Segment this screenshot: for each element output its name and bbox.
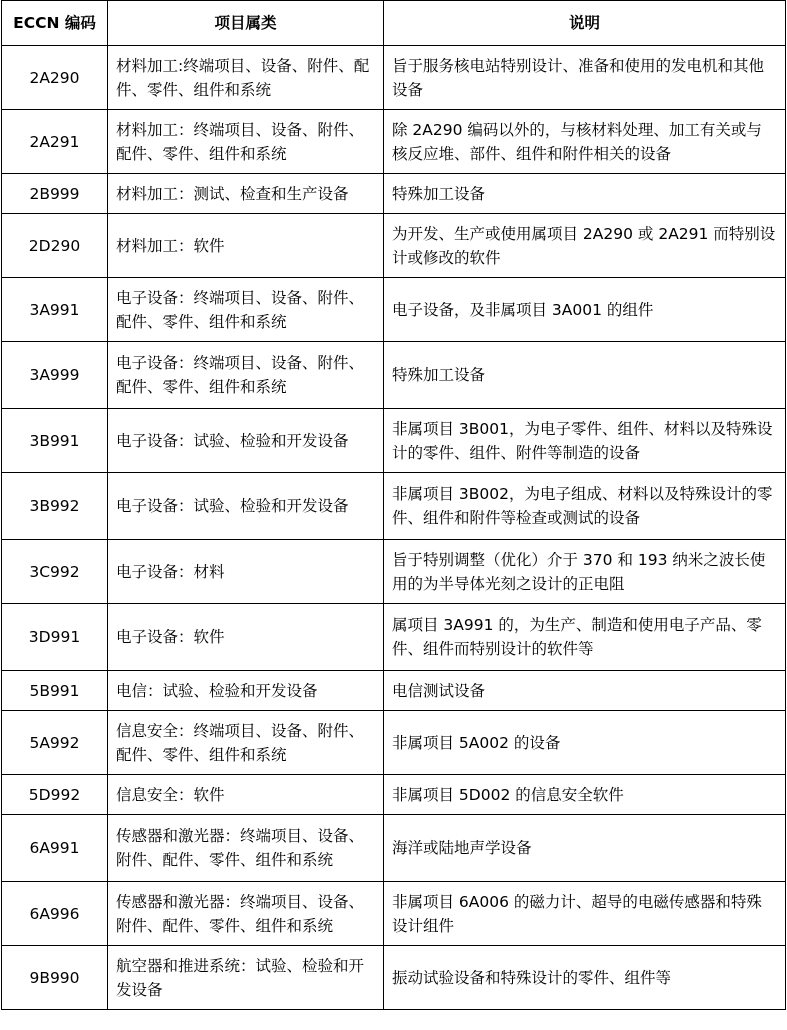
category-cell: 传感器和激光器：终端项目、设备、附件、配件、零件、组件和系统 (108, 882, 384, 946)
eccn-code-cell: 3A999 (2, 342, 108, 409)
table-row (2, 342, 786, 409)
table-row (2, 882, 786, 946)
category-cell: 电信：试验、检验和开发设备 (108, 671, 384, 711)
category-cell: 信息安全：软件 (108, 775, 384, 815)
table-row (2, 604, 786, 671)
table-row (2, 473, 786, 540)
category-cell: 电子设备：材料 (108, 540, 384, 604)
category-cell: 电子设备：终端项目、设备、附件、配件、零件、组件和系统 (108, 342, 384, 409)
eccn-code-cell: 5A992 (2, 711, 108, 775)
description-cell: 振动试验设备和特殊设计的零件、组件等 (384, 946, 786, 1010)
category-cell: 电子设备：终端项目、设备、附件、配件、零件、组件和系统 (108, 278, 384, 342)
eccn-code-cell: 3A991 (2, 278, 108, 342)
description-cell: 非属项目 3B002，为电子组成、材料以及特殊设计的零件、组件和附件等检查或测试的设备 (384, 473, 786, 540)
description-cell: 除 2A290 编码以外的，与核材料处理、加工有关或与核反应堆、部件、组件和附件相关的设备 (384, 110, 786, 174)
description-cell: 属项目 3A991 的，为生产、制造和使用电子产品、零件、组件而特别设计的软件等 (384, 604, 786, 671)
eccn-code-cell: 6A996 (2, 882, 108, 946)
eccn-code-cell: 3B992 (2, 473, 108, 540)
table-row (2, 671, 786, 711)
description-cell: 非属项目 6A006 的磁力计、超导的电磁传感器和特殊设计组件 (384, 882, 786, 946)
eccn-code-cell: 3B991 (2, 409, 108, 473)
eccn-code-cell: 6A991 (2, 815, 108, 882)
eccn-code-cell: 2A290 (2, 46, 108, 110)
description-cell: 旨于服务核电站特别设计、准备和使用的发电机和其他设备 (384, 46, 786, 110)
table-row (2, 46, 786, 110)
table-header-row (2, 1, 786, 46)
header-eccn-code: ECCN 编码 (2, 1, 108, 46)
table-row (2, 409, 786, 473)
table-row (2, 815, 786, 882)
header-description: 说明 (384, 1, 786, 46)
description-cell: 特殊加工设备 (384, 342, 786, 409)
category-cell: 航空器和推进系统：试验、检验和开发设备 (108, 946, 384, 1010)
description-cell: 海洋或陆地声学设备 (384, 815, 786, 882)
description-cell: 特殊加工设备 (384, 174, 786, 214)
table-row (2, 174, 786, 214)
eccn-table (1, 0, 786, 1010)
eccn-code-cell: 5B991 (2, 671, 108, 711)
category-cell: 电子设备：试验、检验和开发设备 (108, 473, 384, 540)
table-row (2, 110, 786, 174)
header-category: 项目属类 (108, 1, 384, 46)
table-row (2, 775, 786, 815)
table-row (2, 540, 786, 604)
description-cell: 为开发、生产或使用属项目 2A290 或 2A291 而特别设计或修改的软件 (384, 214, 786, 278)
category-cell: 材料加工：测试、检查和生产设备 (108, 174, 384, 214)
eccn-code-cell: 5D992 (2, 775, 108, 815)
description-cell: 电子设备，及非属项目 3A001 的组件 (384, 278, 786, 342)
description-cell: 非属项目 5D002 的信息安全软件 (384, 775, 786, 815)
category-cell: 材料加工:终端项目、设备、附件、配件、零件、组件和系统 (108, 46, 384, 110)
table-row (2, 711, 786, 775)
eccn-code-cell: 2B999 (2, 174, 108, 214)
category-cell: 传感器和激光器：终端项目、设备、附件、配件、零件、组件和系统 (108, 815, 384, 882)
table-row (2, 278, 786, 342)
eccn-code-cell: 9B990 (2, 946, 108, 1010)
eccn-code-cell: 3C992 (2, 540, 108, 604)
eccn-code-cell: 2D290 (2, 214, 108, 278)
description-cell: 旨于特别调整（优化）介于 370 和 193 纳米之波长使用的为半导体光刻之设计的正电阻 (384, 540, 786, 604)
eccn-code-cell: 2A291 (2, 110, 108, 174)
category-cell: 信息安全：终端项目、设备、附件、配件、零件、组件和系统 (108, 711, 384, 775)
table-row (2, 946, 786, 1010)
description-cell: 非属项目 3B001，为电子零件、组件、材料以及特殊设计的零件、组件、附件等制造的设备 (384, 409, 786, 473)
description-cell: 非属项目 5A002 的设备 (384, 711, 786, 775)
category-cell: 材料加工：软件 (108, 214, 384, 278)
category-cell: 电子设备：软件 (108, 604, 384, 671)
description-cell: 电信测试设备 (384, 671, 786, 711)
eccn-code-cell: 3D991 (2, 604, 108, 671)
category-cell: 电子设备：试验、检验和开发设备 (108, 409, 384, 473)
table-row (2, 214, 786, 278)
category-cell: 材料加工：终端项目、设备、附件、配件、零件、组件和系统 (108, 110, 384, 174)
